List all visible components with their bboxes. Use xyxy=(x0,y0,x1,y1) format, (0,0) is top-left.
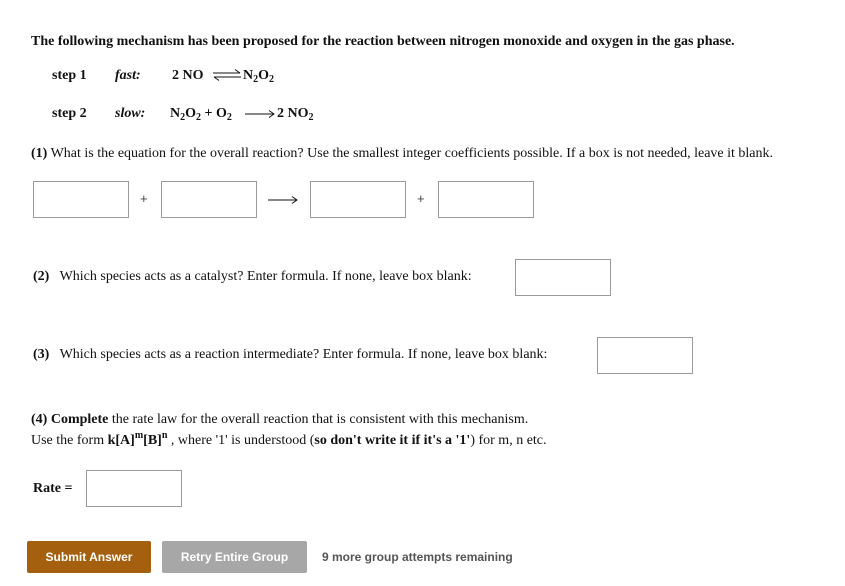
intermediate-input[interactable] xyxy=(597,337,693,374)
submit-answer-button[interactable]: Submit Answer xyxy=(27,541,151,573)
step-2-label: step 2 xyxy=(52,106,87,121)
overall-reactant-1-input[interactable] xyxy=(33,181,129,218)
rate-label: Rate = xyxy=(33,481,73,496)
equilibrium-arrow-icon xyxy=(212,69,242,81)
step-2-equation: $N_2O_2 + O_2$ xyxy=(170,106,232,123)
overall-reactant-2-input[interactable] xyxy=(161,181,257,218)
overall-product-2-input[interactable] xyxy=(438,181,534,218)
step-1-reactant: 2 NO xyxy=(172,68,204,83)
attempts-remaining-text: 9 more group attempts remaining xyxy=(322,550,513,564)
plus-sign: + xyxy=(417,191,425,206)
catalyst-input[interactable] xyxy=(515,259,611,296)
step-1-speed: fast: xyxy=(115,68,141,83)
intro-text: The following mechanism has been proposed for the reaction between nitrogen monoxide and oxygen in the gas phase. xyxy=(31,34,735,49)
question-4-text: (4) Complete the rate law for the overall reaction that is consistent with this mechanism. xyxy=(31,412,529,427)
question-3-text: (3) Which species acts as a reaction intermediate? Enter formula. If none, leave box blank: xyxy=(33,347,548,362)
reaction-arrow-icon xyxy=(244,109,276,119)
question-1-text: (1) What is the equation for the overall reaction? Use the smallest integer coefficients possible. If a box is not needed, leave it blank. xyxy=(31,146,774,161)
question-2-text: (2) Which species acts as a catalyst? Enter formula. If none, leave box blank: xyxy=(33,269,472,284)
retry-entire-group-button[interactable]: Retry Entire Group xyxy=(162,541,307,573)
step-1-label: step 1 xyxy=(52,68,87,83)
plus-sign: + xyxy=(140,191,148,206)
reaction-arrow-icon xyxy=(267,195,299,205)
step-2-product: 2 $NO_2$ xyxy=(277,106,314,123)
step-2-speed: slow: xyxy=(115,106,146,121)
rate-law-form-text: Use the form $k[A]^m[B]^n$ , where '1' is understood (so don't write it if it's a '1') for m, n etc. xyxy=(31,430,547,448)
step-1-product: $N_2O_2$ xyxy=(243,68,275,85)
overall-product-1-input[interactable] xyxy=(310,181,406,218)
rate-law-input[interactable] xyxy=(86,470,182,507)
